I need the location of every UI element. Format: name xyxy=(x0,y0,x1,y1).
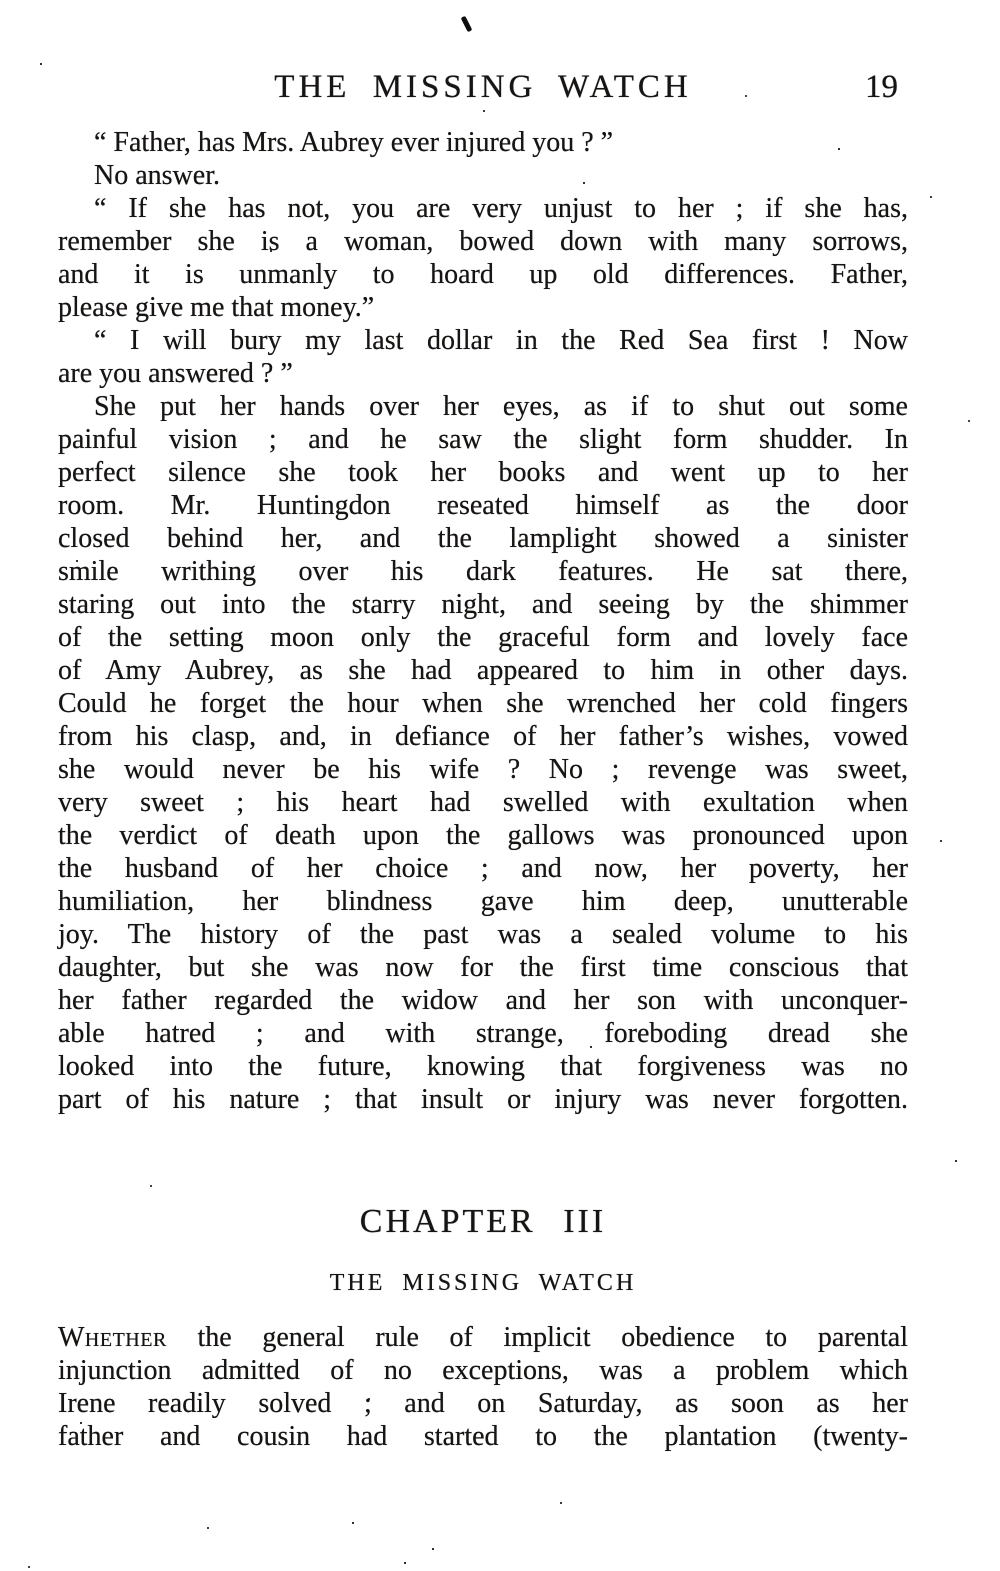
text-line: daughter, but she was now for the first time conscious that xyxy=(58,952,908,983)
chapter-heading: CHAPTER III xyxy=(359,1203,607,1240)
text-line: No answer. xyxy=(94,160,220,191)
chapter-subtitle: THE MISSING WATCH xyxy=(329,1270,637,1296)
stray-ink-mark-icon xyxy=(461,16,473,33)
text-line: are you answered ? ” xyxy=(58,358,293,389)
text-line: “ Father, has Mrs. Aubrey ever injured you ? ” xyxy=(94,127,614,158)
text-line: of the setting moon only the graceful form and lovely face xyxy=(58,622,908,653)
running-header xyxy=(58,70,908,106)
text-line: looked into the future, knowing that forgiveness was no xyxy=(58,1051,908,1082)
text-line: she would never be his wife ? No ; revenge was sweet, xyxy=(58,754,908,785)
text-line: father and cousin had started to the plantation (twenty- xyxy=(58,1421,908,1452)
text-line: “ I will bury my last dollar in the Red Sea first ! Now xyxy=(94,325,908,356)
text-block xyxy=(58,126,908,1453)
text-line: her father regarded the widow and her son with unconquer- xyxy=(58,985,908,1016)
text-line: the husband of her choice ; and now, her poverty, her xyxy=(58,853,908,884)
text-line: staring out into the starry night, and seeing by the shimmer xyxy=(58,589,908,620)
text-line: very sweet ; his heart had swelled with exultation when xyxy=(58,787,908,818)
chapter-opening-paragraphs xyxy=(58,1321,908,1453)
text-line: Could he forget the hour when she wrenched her cold fingers xyxy=(58,688,908,719)
text-line: painful vision ; and he saw the slight form shudder. In xyxy=(58,424,908,455)
text-line: and it is unmanly to hoard up old differences. Father, xyxy=(58,259,908,290)
body-paragraphs xyxy=(58,126,908,1116)
text-line: Irene readily solved ; and on Saturday, as soon as her xyxy=(58,1388,908,1419)
text-line: smile writhing over his dark features. He sat there, xyxy=(58,556,908,587)
page-number: 19 xyxy=(865,69,898,105)
text-line: able hatred ; and with strange, foreboding dread she xyxy=(58,1018,908,1049)
text-line: part of his nature ; that insult or injury was never forgotten. xyxy=(58,1084,908,1115)
text-line: “ If she has not, you are very unjust to her ; if she has, xyxy=(94,193,908,224)
text-line: remember she is a woman, bowed down with many sorrows, xyxy=(58,226,908,257)
text-line: room. Mr. Huntingdon reseated himself as the door xyxy=(58,490,908,521)
text-line: injunction admitted of no exceptions, was a problem which xyxy=(58,1355,908,1386)
small-caps-lead: Whether xyxy=(58,1322,167,1353)
text-line: of Amy Aubrey, as she had appeared to him in other days. xyxy=(58,655,908,686)
text-line: joy. The history of the past was a sealed volume to his xyxy=(58,919,908,950)
text-line: Whether the general rule of implicit obedience to parental xyxy=(58,1322,908,1353)
text-line: the verdict of death upon the gallows was pronounced upon xyxy=(58,820,908,851)
text-line: perfect silence she took her books and went up to her xyxy=(58,457,908,488)
running-title: THE MISSING WATCH xyxy=(274,69,692,105)
text-line: closed behind her, and the lamplight showed a sinister xyxy=(58,523,908,554)
text-line: please give me that money.” xyxy=(58,292,375,323)
text-line: from his clasp, and, in defiance of her father’s wishes, vowed xyxy=(58,721,908,752)
text-line: humiliation, her blindness gave him deep, unutterable xyxy=(58,886,908,917)
text-line: She put her hands over her eyes, as if to shut out some xyxy=(94,391,908,422)
scan-specks-icon xyxy=(0,0,2,2)
